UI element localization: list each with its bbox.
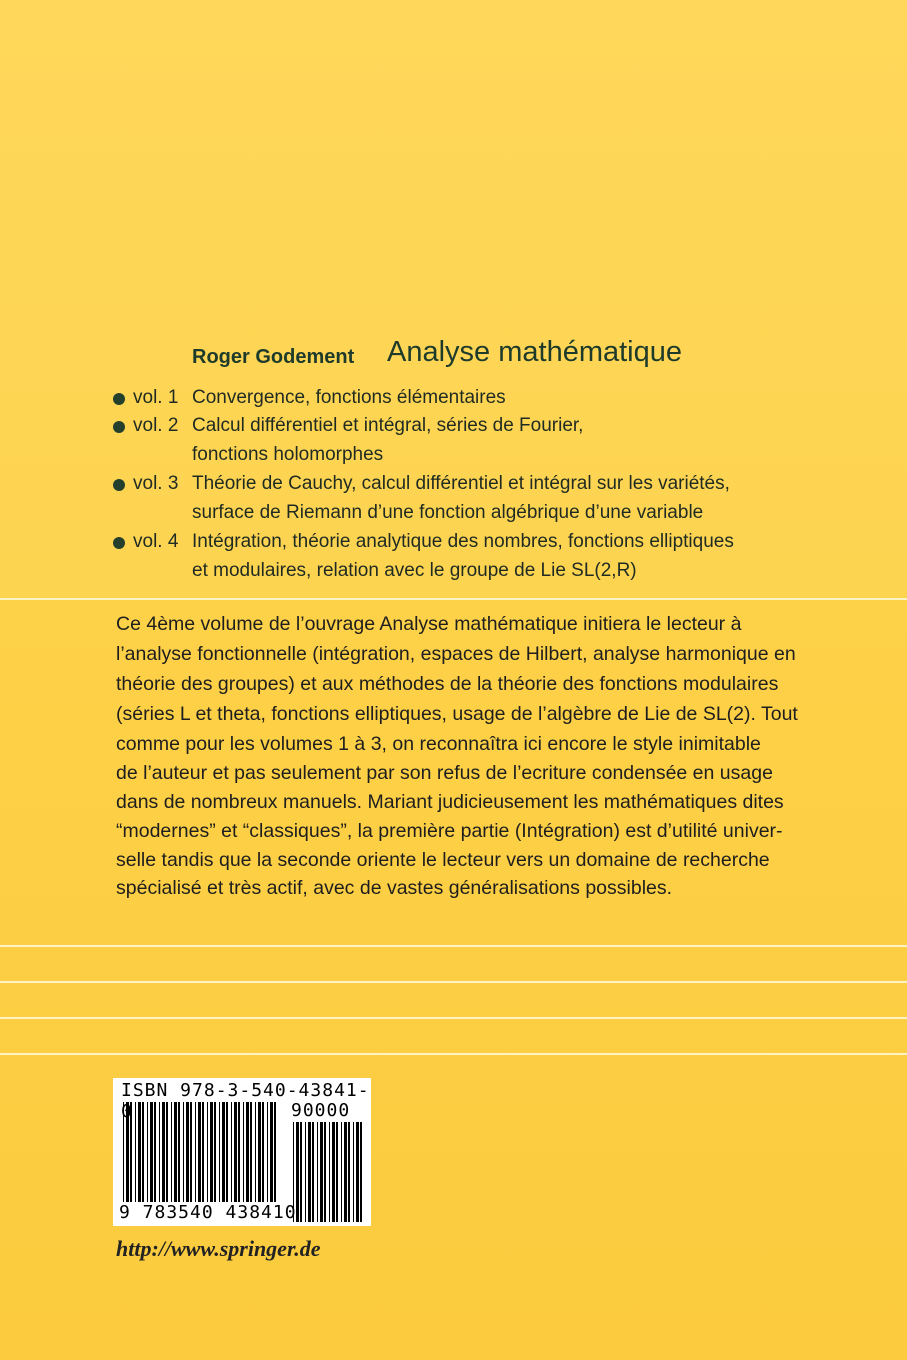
barcode-bar bbox=[341, 1122, 342, 1222]
barcode-bar bbox=[305, 1122, 306, 1222]
divider-stripe bbox=[0, 1053, 907, 1055]
volume-description: Calcul différentiel et intégral, séries de Fourier, bbox=[192, 415, 584, 436]
description-line: “modernes” et “classiques”, la première partie (Intégration) est d’utilité univer- bbox=[116, 820, 783, 842]
isbn-barcode bbox=[113, 1078, 371, 1226]
barcode-bar bbox=[344, 1122, 347, 1222]
barcode-bar bbox=[336, 1122, 338, 1222]
description-line: selle tandis que la seconde oriente le lecteur vers un domaine de recherche bbox=[116, 849, 770, 871]
volume-item bbox=[0, 385, 907, 413]
barcode-bar bbox=[317, 1122, 318, 1222]
volume-label: vol. 1 bbox=[133, 387, 179, 408]
isbn-number: ISBN 978-3-540-43841-0 bbox=[121, 1080, 370, 1122]
divider-stripe bbox=[0, 945, 907, 947]
publisher-url[interactable]: http://www.springer.de bbox=[116, 1236, 321, 1261]
volume-item-continuation bbox=[0, 442, 907, 470]
volume-label: vol. 4 bbox=[133, 531, 179, 552]
volume-item-continuation bbox=[0, 500, 907, 528]
barcode-bar bbox=[300, 1122, 302, 1222]
volume-label: vol. 2 bbox=[133, 415, 179, 436]
description-line: théorie des groupes) et aux méthodes de la théorie des fonctions modulaires bbox=[116, 673, 779, 695]
barcode-bar bbox=[353, 1122, 354, 1222]
barcode-bar bbox=[320, 1122, 323, 1222]
volume-item bbox=[0, 529, 907, 557]
bullet-icon bbox=[113, 479, 125, 491]
bullet-icon bbox=[113, 393, 125, 405]
description-line: (séries L et theta, fonctions elliptiques, usage de l’algèbre de Lie de SL(2). Tout bbox=[116, 703, 798, 725]
description-line: Ce 4ème volume de l’ouvrage Analyse mathématique initiera le lecteur à bbox=[116, 613, 742, 635]
ean-number: 9 783540 438410 bbox=[119, 1202, 297, 1223]
description-line: spécialisé et très actif, avec de vastes généralisations possibles. bbox=[116, 877, 673, 899]
barcode-bar bbox=[348, 1122, 350, 1222]
bullet-icon bbox=[113, 421, 125, 433]
barcode-bar bbox=[308, 1122, 311, 1222]
barcode-bar bbox=[324, 1122, 326, 1222]
description-line: de l’auteur et pas seulement par son refus de l’ecriture condensée en usage bbox=[116, 762, 773, 784]
book-title: Analyse mathématique bbox=[387, 336, 682, 368]
volume-item-continuation bbox=[0, 558, 907, 586]
barcode-bar bbox=[329, 1122, 330, 1222]
volume-description: Intégration, théorie analytique des nombres, fonctions elliptiques bbox=[192, 531, 734, 552]
description-line: comme pour les volumes 1 à 3, on reconnaîtra ici encore le style inimitable bbox=[116, 733, 761, 755]
author-name: Roger Godement bbox=[192, 346, 355, 368]
volume-description: Convergence, fonctions élémentaires bbox=[192, 387, 506, 408]
volume-item bbox=[0, 471, 907, 499]
barcode-bar bbox=[332, 1122, 335, 1222]
volume-description: Théorie de Cauchy, calcul différentiel et intégral sur les variétés, bbox=[192, 473, 730, 494]
barcode-bar bbox=[312, 1122, 314, 1222]
volume-description: surface de Riemann d’une fonction algébrique d’une variable bbox=[192, 502, 704, 523]
volume-description: fonctions holomorphes bbox=[192, 444, 384, 465]
bullet-icon bbox=[113, 537, 125, 549]
description-line: l’analyse fonctionnelle (intégration, espaces de Hilbert, analyse harmonique en bbox=[116, 643, 796, 665]
description-line: dans de nombreux manuels. Mariant judicieusement les mathématiques dites bbox=[116, 791, 784, 813]
volume-item bbox=[0, 413, 907, 441]
volume-description: et modulaires, relation avec le groupe de Lie SL(2,R) bbox=[192, 560, 637, 581]
barcode-bar bbox=[360, 1122, 362, 1222]
barcode-bar bbox=[356, 1122, 359, 1222]
divider-stripe bbox=[0, 598, 907, 600]
divider-stripe bbox=[0, 1017, 907, 1019]
divider-stripe bbox=[0, 981, 907, 983]
volume-label: vol. 3 bbox=[133, 473, 179, 494]
price-addon-code: 90000 bbox=[291, 1100, 351, 1121]
